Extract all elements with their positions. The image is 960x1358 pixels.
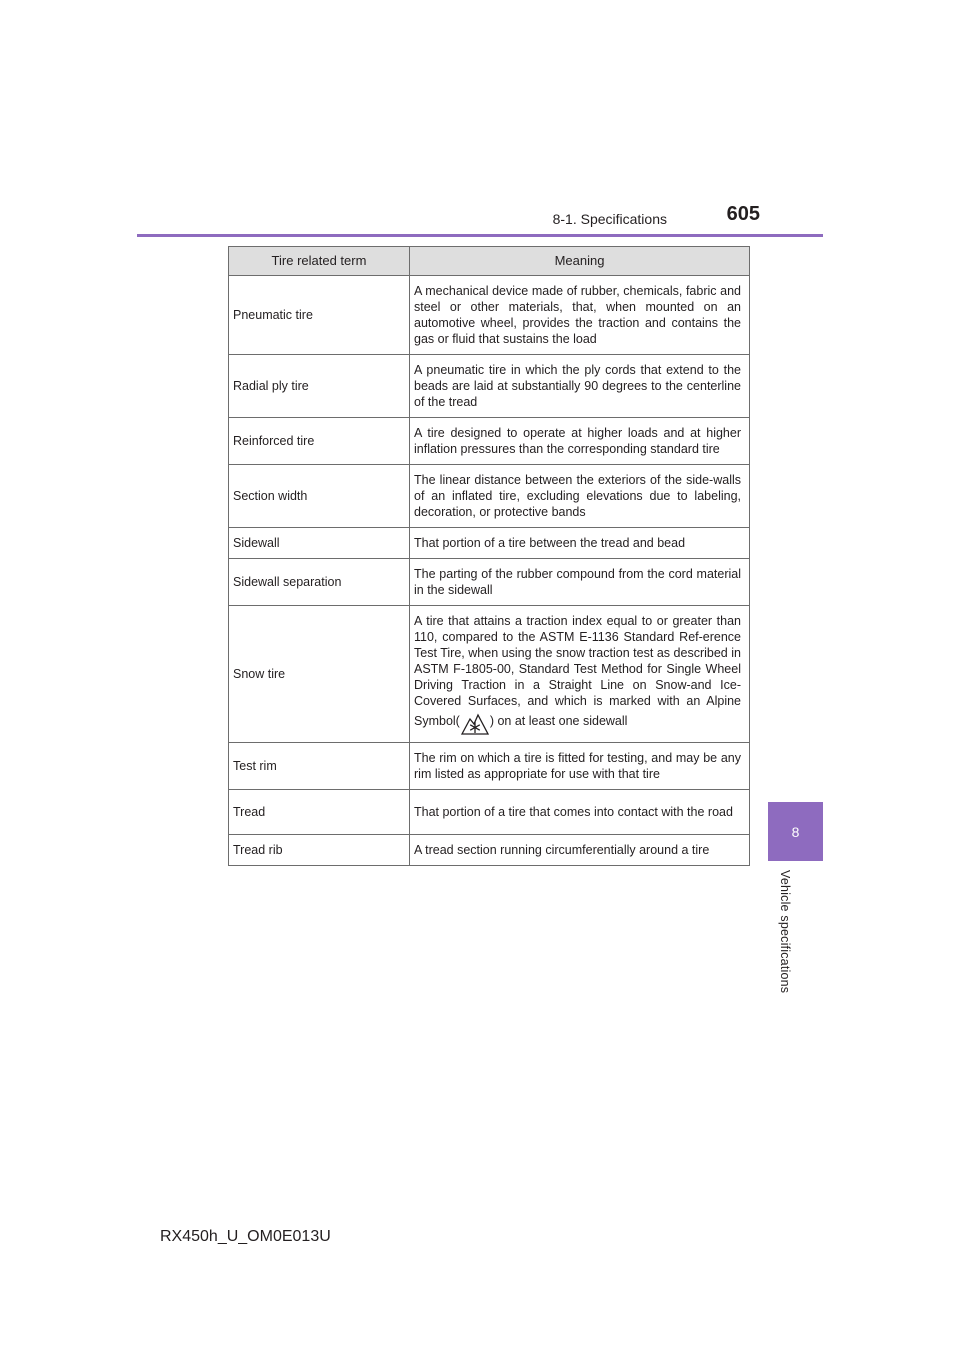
meaning-cell: The rim on which a tire is fitted for testing, and may be any rim listed as appropriate for use with that tire bbox=[410, 743, 750, 790]
table-row bbox=[229, 835, 750, 866]
table-row bbox=[229, 606, 750, 743]
term-cell: Sidewall bbox=[229, 528, 410, 559]
term-cell: Reinforced tire bbox=[229, 418, 410, 465]
meaning-cell: A pneumatic tire in which the ply cords that extend to the beads are laid at substantially 90 degrees to the centerline of the tread bbox=[410, 355, 750, 418]
document-code: RX450h_U_OM0E013U bbox=[160, 1228, 331, 1245]
meaning-cell: A tire designed to operate at higher loads and at higher inflation pressures than the corresponding standard tire bbox=[410, 418, 750, 465]
snow-tire-meaning-end: ) on at least one sidewall bbox=[489, 714, 628, 728]
column-header-term: Tire related term bbox=[229, 247, 410, 276]
alpine-snowflake-icon bbox=[460, 709, 490, 735]
term-cell: Radial ply tire bbox=[229, 355, 410, 418]
chapter-number: 8 bbox=[791, 823, 800, 840]
term-cell: Sidewall separation bbox=[229, 559, 410, 606]
meaning-cell: That portion of a tire that comes into contact with the road bbox=[410, 790, 750, 835]
term-cell: Section width bbox=[229, 465, 410, 528]
meaning-cell: The parting of the rubber compound from the cord material in the sidewall bbox=[410, 559, 750, 606]
page-header bbox=[137, 200, 823, 237]
table-row bbox=[229, 355, 750, 418]
term-cell: Snow tire bbox=[229, 606, 410, 743]
chapter-title: Vehicle specifications bbox=[778, 870, 792, 994]
table-row bbox=[229, 528, 750, 559]
column-header-meaning: Meaning bbox=[410, 247, 750, 276]
tire-terms-table bbox=[228, 246, 750, 866]
page-number: 605 bbox=[726, 203, 760, 225]
term-cell: Pneumatic tire bbox=[229, 276, 410, 355]
table-row bbox=[229, 276, 750, 355]
section-title: 8-1. Specifications bbox=[552, 211, 667, 227]
table-row bbox=[229, 790, 750, 835]
term-cell: Tread rib bbox=[229, 835, 410, 866]
meaning-cell: A tread section running circumferentially around a tire bbox=[410, 835, 750, 866]
chapter-tab[interactable] bbox=[768, 802, 823, 861]
table-row bbox=[229, 465, 750, 528]
term-cell: Test rim bbox=[229, 743, 410, 790]
table-row bbox=[229, 743, 750, 790]
meaning-cell: That portion of a tire between the tread and bead bbox=[410, 528, 750, 559]
snow-tire-meaning-text: A tire that attains a traction index equal to or greater than 110, compared to the ASTM E-1136 Standard Ref-erence Test Tire, when using the snow traction test as described in ASTM F-1805-00, Standard Test Method for Single Wheel Driving Traction in a Straight Line on Snow-and Ice-Covered Surfaces, and which is marked with an Alpine Symbol( bbox=[414, 614, 741, 728]
meaning-cell bbox=[410, 606, 750, 743]
meaning-cell: The linear distance between the exteriors of the side-walls of an inflated tire, excluding elevations due to labeling, decoration, or protective bands bbox=[410, 465, 750, 528]
table-header-row bbox=[229, 247, 750, 276]
table-row bbox=[229, 559, 750, 606]
term-cell: Tread bbox=[229, 790, 410, 835]
meaning-cell: A mechanical device made of rubber, chemicals, fabric and steel or other materials, that, when mounted on an automotive wheel, provides the traction and contains the gas or fluid that sustains the load bbox=[410, 276, 750, 355]
table-row bbox=[229, 418, 750, 465]
